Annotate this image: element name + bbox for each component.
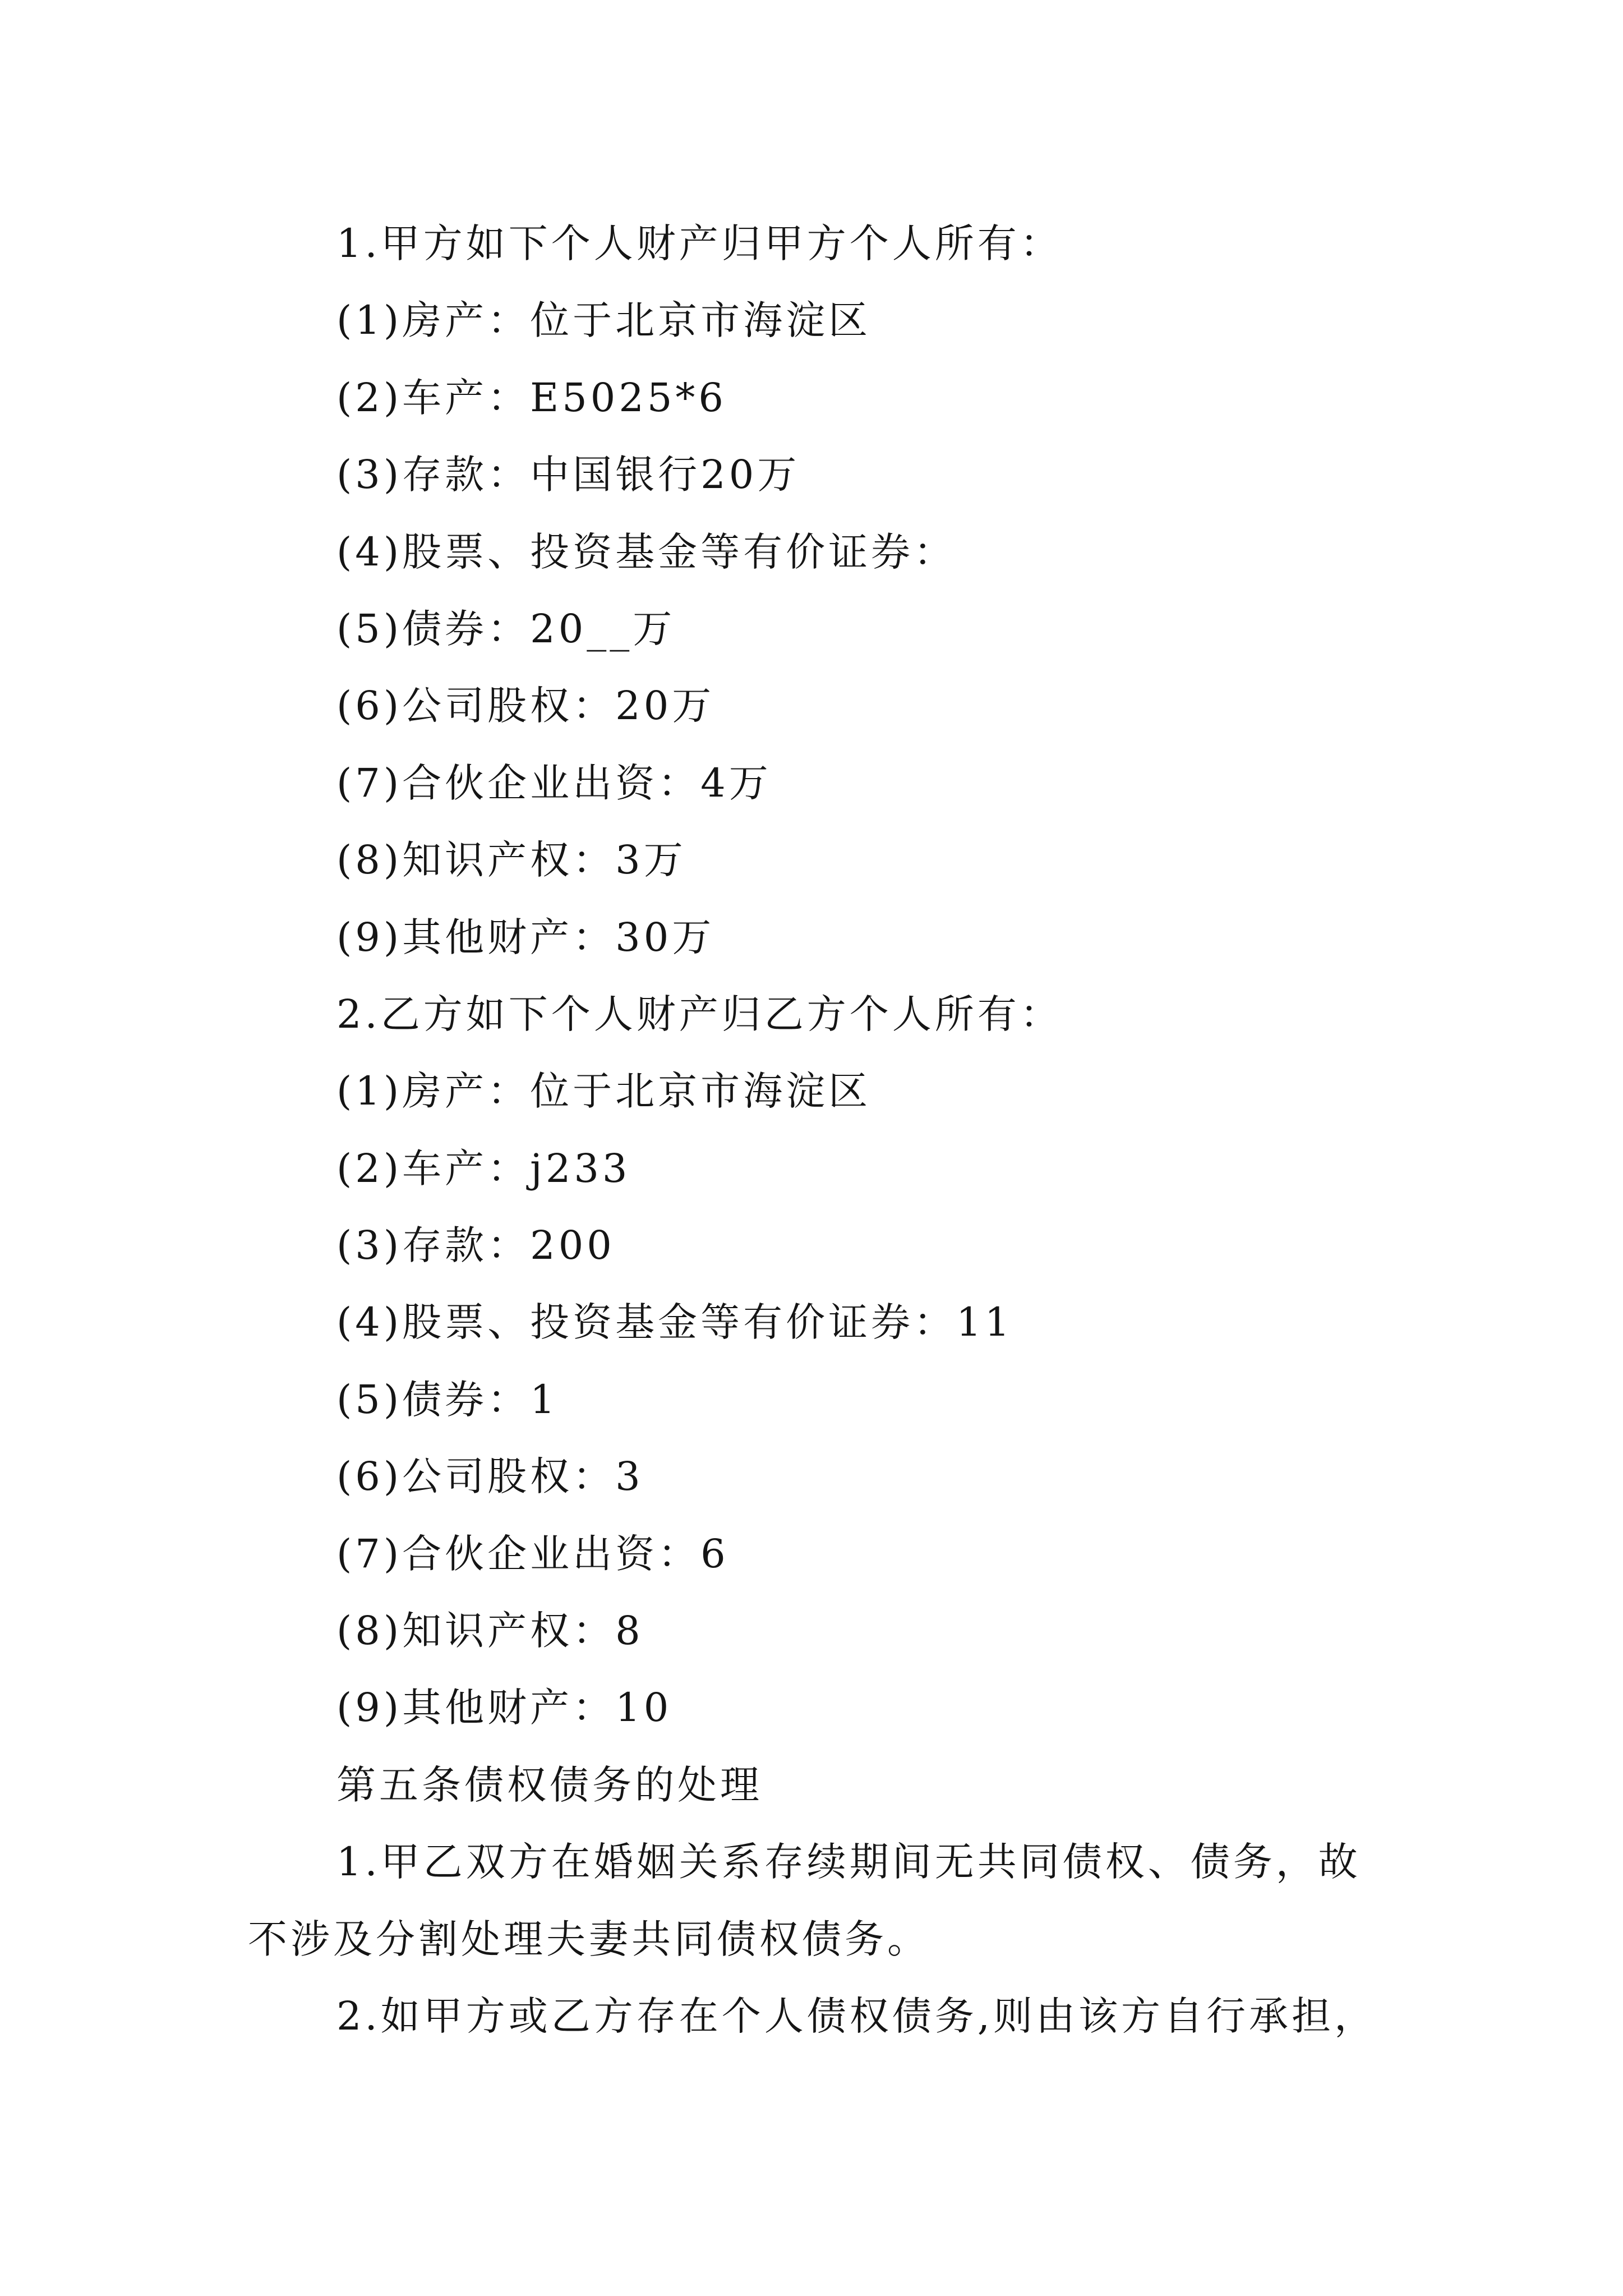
- party-a-item-bonds: (5)债券：20__万: [336, 605, 676, 652]
- party-a-heading: 1.甲方如下个人财产归甲方个人所有：: [336, 220, 1063, 266]
- party-b-item-house: (1)房产：位于北京市海淀区: [336, 1068, 872, 1115]
- party-a-item-house: (1)房产：位于北京市海淀区: [336, 297, 872, 344]
- document-body: [0, 205, 1623, 2055]
- party-a-item-partnership: (7)合伙企业出资：4万: [336, 760, 772, 806]
- party-b-item-ip: (8)知识产权：8: [336, 1608, 644, 1654]
- article-5-para-1-line-1: 1.甲乙双方在婚姻关系存续期间无共同债权、债务，故: [336, 1839, 1361, 1885]
- party-b-item-bonds: (5)债券：1: [336, 1376, 559, 1423]
- party-b-item-car: (2)车产：j233: [336, 1145, 631, 1191]
- party-a-item-deposit: (3)存款：中国银行20万: [336, 452, 800, 498]
- article-5-para-2: 2.如甲方或乙方存在个人债权债务,则由该方自行承担，: [336, 1993, 1377, 2039]
- party-b-item-partnership: (7)合伙企业出资：6: [336, 1530, 729, 1577]
- party-b-item-securities: (4)股票、投资基金等有价证券：11: [336, 1299, 1013, 1346]
- party-a-item-equity: (6)公司股权：20万: [336, 683, 715, 729]
- party-b-heading: 2.乙方如下个人财产归乙方个人所有：: [336, 991, 1063, 1037]
- party-b-item-equity: (6)公司股权：3: [336, 1453, 644, 1500]
- party-a-item-securities: (4)股票、投资基金等有价证券：: [336, 528, 957, 575]
- party-b-item-other: (9)其他财产：10: [336, 1685, 672, 1731]
- article-5-title: 第五条债权债务的处理: [336, 1761, 763, 1808]
- party-a-item-other: (9)其他财产：30万: [336, 914, 715, 960]
- party-a-item-car: (2)车产：E5025*6: [336, 374, 727, 421]
- party-b-item-deposit: (3)存款：200: [336, 1222, 615, 1269]
- party-a-item-ip: (8)知识产权：3万: [336, 837, 686, 884]
- article-5-para-1-line-2: 不涉及分割处理夫妻共同债权债务。: [248, 1916, 930, 1962]
